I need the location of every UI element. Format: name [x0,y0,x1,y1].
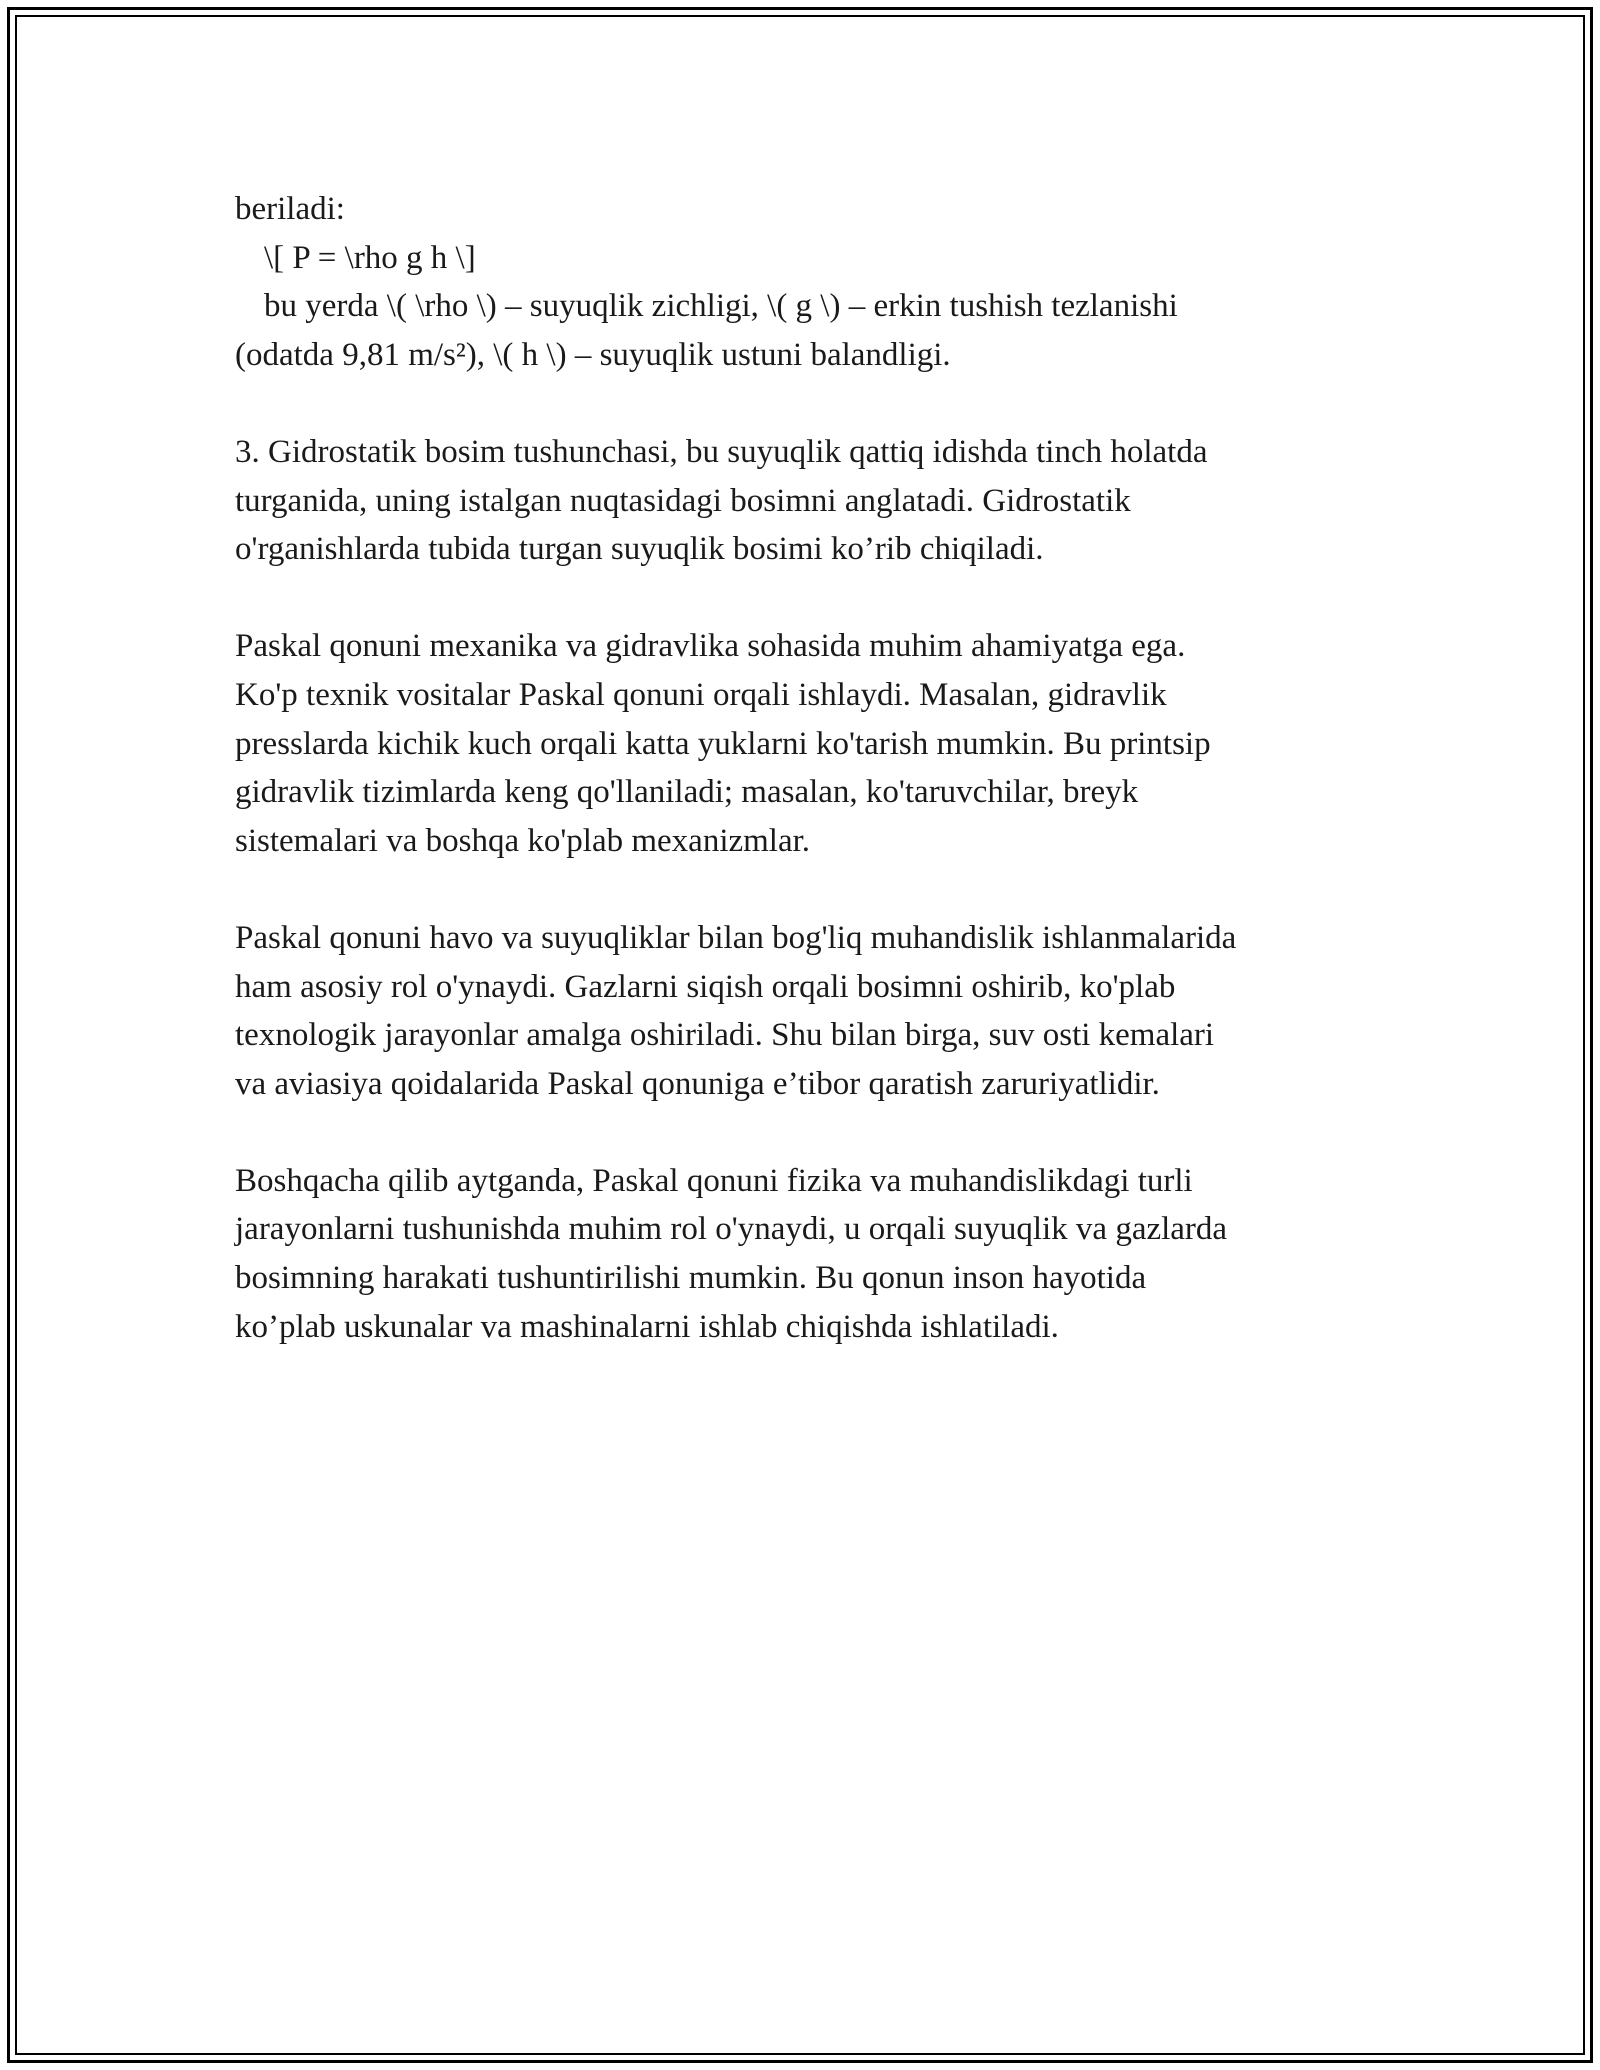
document-body [235,185,1375,1400]
paragraph-line: bosimning harakati tushuntirilishi mumkin. Bu qonun inson hayotida [235,1260,1147,1297]
paragraph-line: sistemalari va boshqa ko'plab mexanizmlar. [235,822,811,859]
paragraph-line: ko’plab uskunalar va mashinalarni ishlab chiqishda ishlatiladi. [235,1308,1059,1345]
paragraph-conclusion [235,1157,1375,1351]
paragraph-line: Ko'p texnik vositalar Paskal qonuni orqali ishlaydi. Masalan, gidravlik [235,676,1167,713]
paragraph-line: texnologik jarayonlar amalga oshiriladi. Shu bilan birga, suv osti kemalari [235,1017,1215,1054]
explanation-line: (odatda 9,81 m/s²), \( h \) – suyuqlik ustuni balandligi. [235,336,951,373]
paragraph-mechanics [235,622,1375,865]
paragraph-line: Paskal qonuni mexanika va gidravlika sohasida muhim ahamiyatga ega. [235,628,1186,665]
explanation-line: bu yerda \( \rho \) – suyuqlik zichligi, \( g \) – erkin tushish tezlanishi [264,288,1178,325]
paragraph-line: presslarda kichik kuch orqali katta yuklarni ko'tarish mumkin. Bu printsip [235,725,1211,762]
paragraph-hydrostatic-pressure [235,428,1375,574]
paragraph-line: 3. Gidrostatik bosim tushunchasi, bu suyuqlik qattiq idishda tinch holatda [235,433,1208,470]
intro-block [235,185,1375,379]
paragraph-line: Boshqacha qilib aytganda, Paskal qonuni fizika va muhandislikdagi turli [235,1162,1193,1199]
paragraph-line: o'rganishlarda tubida turgan suyuqlik bosimi ko’rib chiqiladi. [235,531,1044,568]
paragraph-line: turganida, uning istalgan nuqtasidagi bosimni anglatadi. Gidrostatik [235,482,1131,519]
paragraph-line: ham asosiy rol o'ynaydi. Gazlarni siqish orqali bosimni oshirib, ko'plab [235,968,1176,1005]
paragraph-line: Paskal qonuni havo va suyuqliklar bilan bog'liq muhandislik ishlanmalarida [235,919,1237,956]
paragraph-line: jarayonlarni tushunishda muhim rol o'ynaydi, u orqali suyuqlik va gazlarda [235,1211,1228,1248]
formula-line: \[ P = \rho g h \] [264,239,476,276]
intro-line: beriladi: [235,191,345,227]
paragraph-engineering [235,914,1375,1108]
paragraph-line: gidravlik tizimlarda keng qo'llaniladi; masalan, ko'taruvchilar, breyk [235,774,1139,811]
paragraph-line: va aviasiya qoidalarida Paskal qonuniga e’tibor qaratish zaruriyatlidir. [235,1065,1160,1102]
